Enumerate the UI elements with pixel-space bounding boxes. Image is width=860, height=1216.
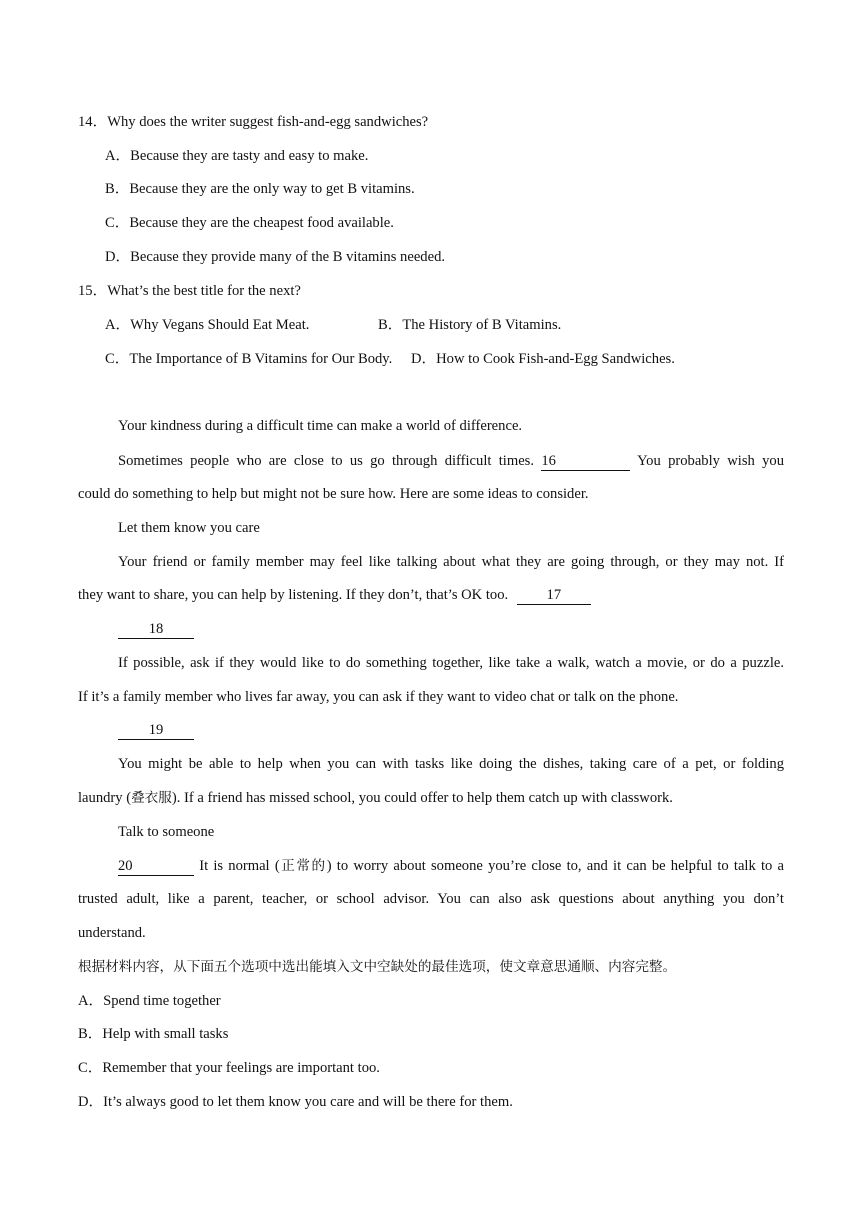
passage-paragraph-2-line-1 <box>118 451 784 471</box>
passage-text-part: ) to worry about someone you’re close to, and it can be helpful to talk to a <box>326 858 785 874</box>
blank-20: 20 <box>118 858 194 876</box>
chinese-gloss: 叠衣服 <box>131 790 172 806</box>
question-14-option-a: A．Because they are tasty and easy to make. <box>105 148 369 164</box>
chinese-gloss: 正常的 <box>279 858 327 874</box>
question-15-stem: 15．What’s the best title for the next? <box>78 283 301 299</box>
passage-paragraph-3-line-1: Your friend or family member may feel like talking about what they are going through, or they may not. If <box>118 554 784 570</box>
passage-paragraph-5-line-2 <box>78 788 673 808</box>
question-15-option-a: A．Why Vegans Should Eat Meat. <box>105 317 310 333</box>
blank-18: 18 <box>118 621 194 639</box>
question-15-option-d: D．How to Cook Fish-and-Egg Sandwiches. <box>411 351 675 367</box>
passage-paragraph-1: Your kindness during a difficult time can make a world of difference. <box>118 418 523 434</box>
passage-text <box>199 858 784 874</box>
blank-17: 17 <box>517 587 591 605</box>
blank-19: 19 <box>118 722 194 740</box>
passage-text: laundry ( <box>78 790 132 806</box>
heading-let-them-know: Let them know you care <box>118 520 260 536</box>
passage-paragraph-5-line-1: You might be able to help when you can with tasks like doing the dishes, taking care of a pet, or folding <box>118 756 784 772</box>
question-15-option-b: B．The History of B Vitamins. <box>378 317 562 333</box>
question-14-option-d: D．Because they provide many of the B vitamins needed. <box>105 249 446 265</box>
answer-option-d: D．It’s always good to let them know you care and will be there for them. <box>78 1094 513 1110</box>
question-15-option-c: C．The Importance of B Vitamins for Our Body. <box>105 351 393 367</box>
instruction-chinese: 根据材料内容，从下面五个选项中选出能填入文中空缺处的最佳选项，使文章意思通顺、内容完整。 <box>78 959 677 975</box>
answer-option-c: C．Remember that your feelings are important too. <box>78 1060 380 1076</box>
passage-text: You probably wish you <box>637 453 784 469</box>
answer-option-a: A．Spend time together <box>78 993 221 1009</box>
passage-paragraph-2-line-2: could do something to help but might not be sure how. Here are some ideas to consider. <box>78 486 589 502</box>
question-14-option-b: B．Because they are the only way to get B vitamins. <box>105 181 415 197</box>
passage-paragraph-3-line-2 <box>78 585 591 605</box>
heading-talk-to-someone: Talk to someone <box>118 824 215 840</box>
passage-paragraph-4-line-1: If possible, ask if they would like to do something together, like take a walk, watch a movie, or do a puzzle. <box>118 655 784 671</box>
blank-16: 16 <box>541 453 630 471</box>
blank-19-line <box>118 720 194 740</box>
passage-paragraph-6-line-2: trusted adult, like a parent, teacher, or school advisor. You can also ask questions about anything you don’t <box>78 891 784 907</box>
passage-text: Sometimes people who are close to us go through difficult times. <box>118 453 535 469</box>
passage-text-part: It is normal ( <box>199 858 280 874</box>
blank-18-line <box>118 619 194 639</box>
passage-paragraph-4-line-2: If it’s a family member who lives far away, you can ask if they want to video chat or talk on the phone. <box>78 689 679 705</box>
passage-paragraph-6-line-3: understand. <box>78 925 146 941</box>
passage-text: they want to share, you can help by listening. If they don’t, that’s OK too. <box>78 587 509 603</box>
question-14-option-c: C．Because they are the cheapest food available. <box>105 215 394 231</box>
passage-paragraph-6-line-1 <box>118 856 784 876</box>
passage-text: ). If a friend has missed school, you could offer to help them catch up with classwork. <box>171 790 673 806</box>
answer-option-b: B．Help with small tasks <box>78 1026 229 1042</box>
question-14-stem: 14．Why does the writer suggest fish-and-egg sandwiches? <box>78 114 429 130</box>
